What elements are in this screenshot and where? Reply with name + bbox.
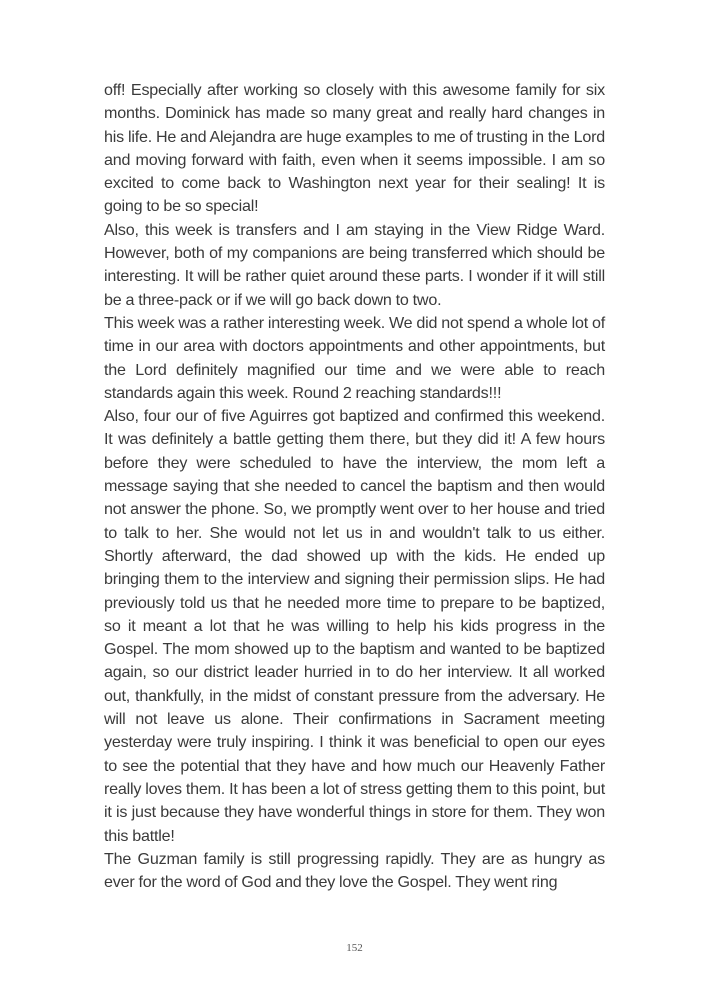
- paragraph-guzman-family: The Guzman family is still progressing rapidly. They are as hungry as ever for the word of God and they love the Gospel. They went ring: [104, 849, 605, 892]
- body-text: [104, 79, 605, 894]
- paragraph-aguirres-baptism: Also, four our of five Aguirres got baptized and confirmed this weekend. It was definitely a battle getting them there, but they did it! A few hours before they were scheduled to have the interview, the mom left a message saying that she needed to cancel the baptism and then would not answer the phone. So, we promptly went over to her house and tried to talk to her. She would not let us in and wouldn't talk to us either. Shortly afterward, the dad showed up with the kids. He ended up bringing them to the interview and signing their permission slips. He had previously told us that he needed more time to prepare to be baptized, so it meant a lot that he was willing to help his kids progress in the Gospel. The mom showed up to the baptism and wanted to be baptized again, so our district leader hurried in to do her interview. It all worked out, thankfully, in the midst of constant pressure from the adversary. He will not leave us alone. Their confirmations in Sacrament meeting yesterday were truly inspiring. I think it was beneficial to open our eyes to see the potential that they have and how much our Heavenly Father really loves them. It has been a lot of stress getting them to this point, but it is just because they have wonderful things in store for them. They won this battle!: [104, 407, 605, 845]
- page-number: 152: [346, 942, 363, 954]
- paragraph-sealing: off! Especially after working so closely with this awesome family for six months. Dominick has made so many great and really hard changes in his life. He and Alejandra are huge examples to me of trusting in the Lord and moving forward with faith, even when it seems impossible. I am so excited to come back to Washington next year for their sealing! It is going to be so special!: [104, 81, 605, 216]
- paragraph-transfers: Also, this week is transfers and I am staying in the View Ridge Ward. However, both of my companions are being transferred which should be interesting. It will be rather quiet around these parts. I wonder if it will still be a three-pack or if we will go back down to two.: [104, 220, 605, 309]
- paragraph-standards: This week was a rather interesting week. We did not spend a whole lot of time in our area with doctors appointments and other appointments, but the Lord definitely magnified our time and we were able to reach standards again this week. Round 2 reaching standards!!!: [104, 313, 605, 402]
